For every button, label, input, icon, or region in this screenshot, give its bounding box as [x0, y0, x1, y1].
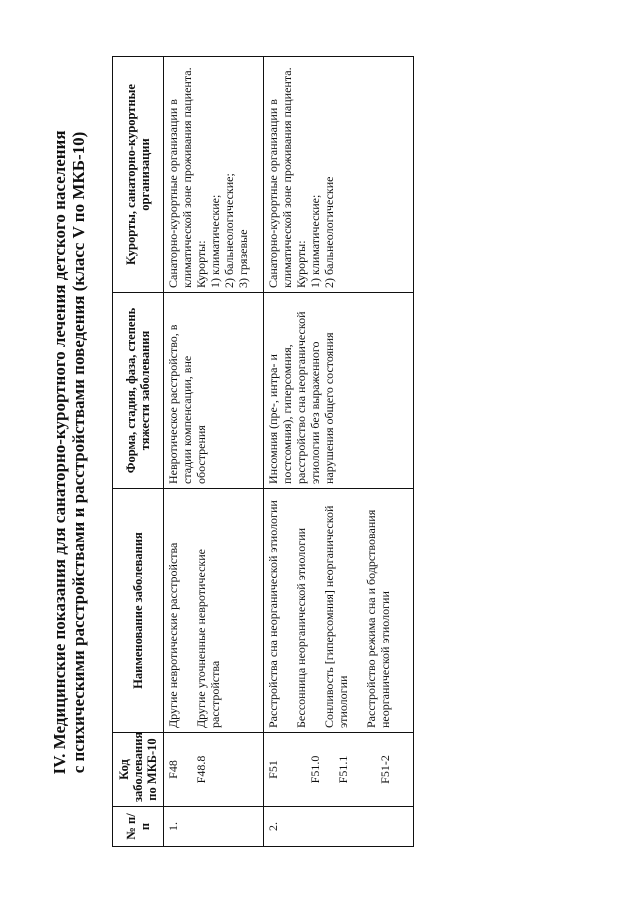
code-cell: F51-2	[378, 755, 392, 784]
resort-line: Курорты:	[294, 240, 308, 288]
title-line-2: с психическими расстройствами и расстройствами поведения (класс V по МКБ-10)	[69, 131, 88, 774]
indications-table	[112, 56, 414, 847]
resort-line: Санаторно-курортные организации в климатической зоне проживания пациента.	[166, 67, 194, 288]
row-codes	[164, 733, 264, 807]
code-cell: F51.1	[336, 755, 350, 784]
resort-line: 1) климатические;	[208, 194, 222, 288]
row-form: Невротическое расстройство, в стадии компенсации, вне обострения	[164, 293, 264, 489]
resort-line: 3) грязевые	[236, 229, 250, 288]
disease-name: Сонливость [гиперсомния] неорганической этиологии	[322, 505, 350, 728]
disease-name: Другие невротические расстройства	[166, 542, 180, 728]
row-names	[264, 489, 414, 733]
code-cell: F48	[166, 760, 180, 779]
header-resorts: Курорты, санаторно-курортные организации	[113, 57, 164, 293]
resort-line: 2) бальнеологические	[322, 176, 336, 288]
row-resorts	[264, 57, 414, 293]
resort-line: Санаторно-курортные организации в климатической зоне проживания пациента.	[266, 67, 294, 288]
resort-line: Курорты:	[194, 240, 208, 288]
row-num: 1.	[164, 807, 264, 847]
row-names	[164, 489, 264, 733]
row-resorts	[164, 57, 264, 293]
disease-name: Расстройство режима сна и бодрствования неорганической этиологии	[364, 509, 392, 728]
header-num: № п/п	[113, 807, 164, 847]
code-cell: F51.0	[308, 755, 322, 784]
table-row	[264, 57, 414, 847]
resort-line: 2) бальнеологические;	[222, 173, 236, 288]
row-codes	[264, 733, 414, 807]
row-num: 2.	[264, 807, 414, 847]
table-row	[164, 57, 264, 847]
disease-name: Расстройства сна неорганической этиологии	[266, 500, 280, 728]
disease-name: Бессонница неорганической этиологии	[294, 527, 308, 728]
document-title	[50, 40, 88, 865]
header-name: Наименование заболевания	[113, 489, 164, 733]
resort-line: 1) климатические;	[308, 194, 322, 288]
code-cell: F48.8	[194, 755, 208, 784]
code-cell: F51	[266, 760, 280, 779]
row-form: Инсомния (пре-, интра- и постсомния), гиперсомния, расстройство сна неорганической этиологии без выраженного нарушения общего состояния	[264, 293, 414, 489]
header-form: Форма, стадия, фаза, степень тяжести заболевания	[113, 293, 164, 489]
disease-name: Другие уточненные невротические расстройства	[194, 549, 222, 728]
title-line-1: IV. Медицинские показания для санаторно-курортного лечения детского населения	[50, 130, 69, 775]
table-header-row	[113, 57, 164, 847]
header-code: Код заболевания по МКБ-10	[113, 733, 164, 807]
